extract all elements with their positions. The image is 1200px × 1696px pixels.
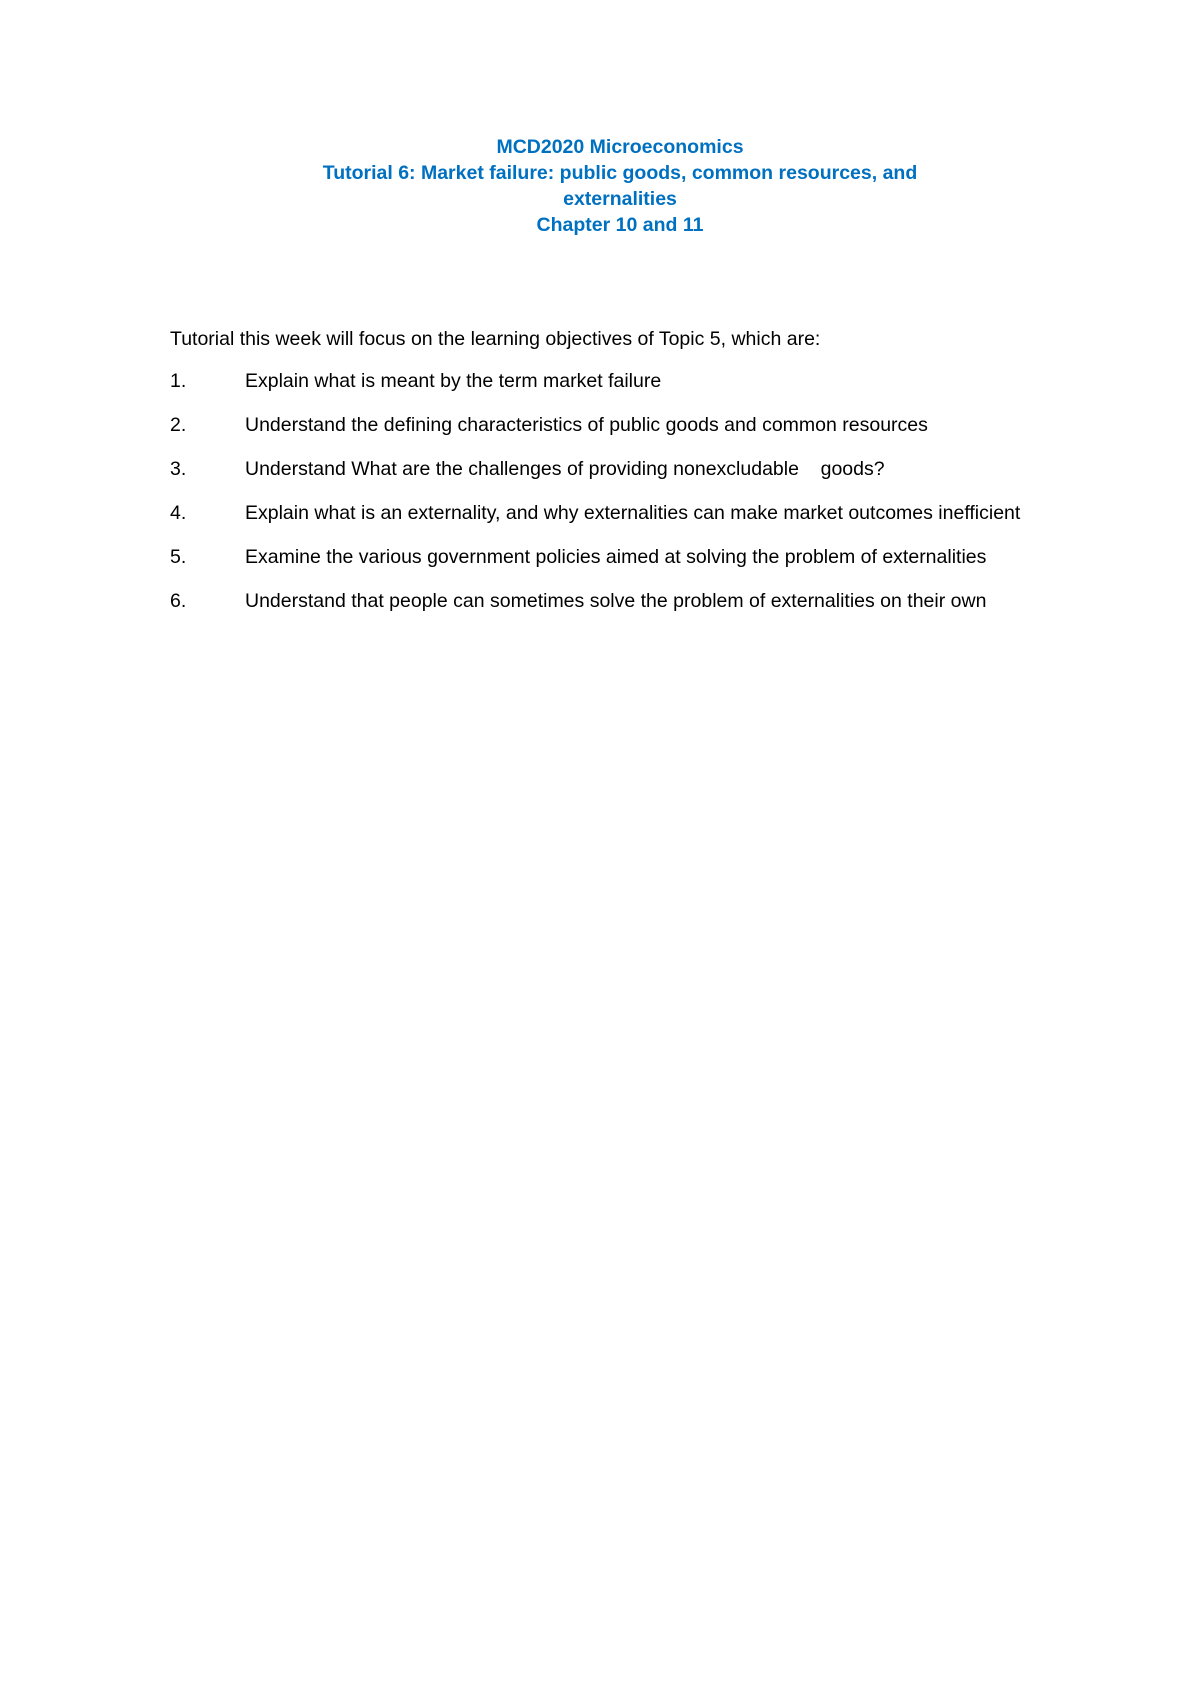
learning-objectives-list [170, 368, 1070, 632]
list-item-number: 1. [170, 370, 187, 392]
list-item-text: Understand that people can sometimes solve the problem of externalities on their own [245, 590, 987, 612]
intro-paragraph: Tutorial this week will focus on the learning objectives of Topic 5, which are: [170, 328, 821, 350]
list-item [170, 500, 1070, 526]
list-item [170, 456, 1070, 482]
tutorial-title-line-1: Tutorial 6: Market failure: public goods, common resources, and [322, 162, 918, 184]
list-item [170, 412, 1070, 438]
list-item-number: 2. [170, 414, 187, 436]
course-title: MCD2020 Microeconomics [496, 136, 744, 158]
list-item-number: 6. [170, 590, 187, 612]
list-item-text: Explain what is meant by the term market failure [245, 370, 662, 392]
document-header [0, 134, 1200, 238]
list-item-number: 3. [170, 458, 187, 480]
list-item-text: Understand the defining characteristics of public goods and common resources [245, 414, 928, 436]
list-item-text: Understand What are the challenges of providing nonexcludable goods? [245, 458, 885, 480]
list-item-text: Examine the various government policies aimed at solving the problem of externalities [245, 546, 987, 568]
tutorial-title-line-2: externalities [563, 188, 677, 210]
list-item-text: Explain what is an externality, and why externalities can make market outcomes inefficient [245, 502, 1021, 524]
chapter-reference: Chapter 10 and 11 [536, 214, 704, 236]
list-item-number: 5. [170, 546, 187, 568]
list-item-number: 4. [170, 502, 187, 524]
list-item [170, 544, 1070, 570]
list-item [170, 588, 1070, 614]
list-item [170, 368, 1070, 394]
